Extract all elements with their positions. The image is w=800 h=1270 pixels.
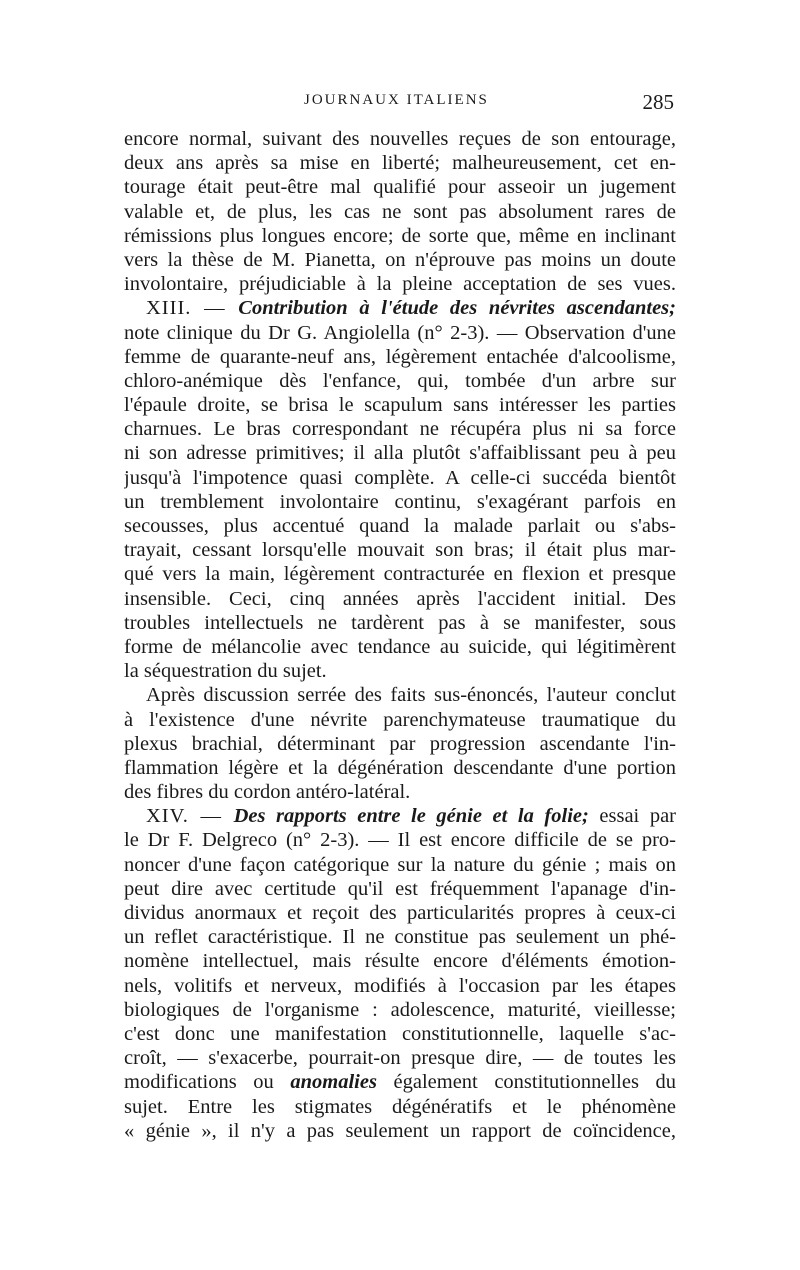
text-line: « génie », il n'y a pas seulement un rapport de coïncidence, xyxy=(124,1119,676,1142)
text-line: involontaire, préjudiciable à la pleine acceptation de ses vues. xyxy=(124,273,676,296)
text-line: note clinique du Dr G. Angiolella (n° 2-3). — Observation d'une xyxy=(124,321,676,344)
text-line: ni son adresse primitives; il alla plutôt s'affaiblissant peu à peu xyxy=(124,442,676,465)
text-line: jusqu'à l'impotence quasi complète. A celle-ci succéda bientôt xyxy=(124,466,676,489)
running-title: JOURNAUX ITALIENS xyxy=(304,92,489,108)
running-head xyxy=(124,90,674,114)
text-line: des fibres du cordon antéro-latéral. xyxy=(124,781,411,804)
text-line: tourage était peut-être mal qualifié pour asseoir un jugement xyxy=(124,176,676,199)
body-text xyxy=(124,127,676,1143)
text-line: Après discussion serrée des faits sus-énoncés, l'auteur conclut xyxy=(146,684,676,707)
text-line: un reflet caractéristique. Il ne constitue pas seulement un phé- xyxy=(124,926,676,949)
text-line: l'épaule droite, se brisa le scapulum sans intéresser les parties xyxy=(124,394,676,417)
emphasized-word: anomalies xyxy=(290,1071,377,1094)
text-line: vers la thèse de M. Pianetta, on n'éprouve pas moins un doute xyxy=(124,248,676,271)
text-line: flammation légère et la dégénération descendante d'une portion xyxy=(124,756,676,779)
text-line: femme de quarante-neuf ans, légèrement entachée d'alcoolisme, xyxy=(124,345,676,368)
section-number: XIII. — xyxy=(146,297,239,320)
text-line: le Dr F. Delgreco (n° 2-3). — Il est encore difficile de se pro- xyxy=(124,829,676,852)
text-line: noncer d'une façon catégorique sur la nature du génie ; mais on xyxy=(124,853,676,876)
text-line: chloro-anémique dès l'enfance, qui, tombée d'un arbre sur xyxy=(124,369,676,392)
text-line: nomène intellectuel, mais résulte encore d'éléments émotion- xyxy=(124,950,676,973)
section-heading-xiii xyxy=(124,296,676,320)
section-number: XIV. — xyxy=(146,805,234,828)
text-line: croît, — s'exacerbe, pourrait-on presque dire, — de toutes les xyxy=(124,1047,676,1070)
text-line: c'est donc une manifestation constitutionnelle, laquelle s'ac- xyxy=(124,1022,676,1045)
text-line: nels, volitifs et nerveux, modifiés à l'occasion par les étapes xyxy=(124,974,676,997)
text-line: sujet. Entre les stigmates dégénératifs et le phénomène xyxy=(124,1095,676,1118)
text-line: trayait, cessant lorsqu'elle mouvait son bras; il était plus mar- xyxy=(124,539,676,562)
text-line: plexus brachial, déterminant par progression ascendante l'in- xyxy=(124,732,676,755)
text-line: un tremblement involontaire continu, s'exagérant parfois en xyxy=(124,490,676,513)
text-line: à l'existence d'une névrite parenchymateuse traumatique du xyxy=(124,708,676,731)
text-line: rémissions plus longues encore; de sorte que, même en inclinant xyxy=(124,224,676,247)
text-line: forme de mélancolie avec tendance au suicide, qui légitimèrent xyxy=(124,635,676,658)
line-start: modifications ou xyxy=(124,1071,291,1094)
text-line: encore normal, suivant des nouvelles reçues de son entourage, xyxy=(124,128,676,150)
emphasis-line xyxy=(124,1070,676,1094)
section-heading-xiv xyxy=(124,804,676,828)
text-line: biologiques de l'organisme : adolescence, maturité, vieillesse; xyxy=(124,998,676,1021)
text-line: charnues. Le bras correspondant ne récupéra plus ni sa force xyxy=(124,418,676,441)
section-title: Contribution à l'étude des névrites ascendantes; xyxy=(238,297,676,320)
text-line: insensible. Ceci, cinq années après l'accident initial. Des xyxy=(124,587,676,610)
text-line: peut dire avec certitude qu'il est fréquemment l'apanage d'in- xyxy=(124,877,676,900)
text-line: deux ans après sa mise en liberté; malheureusement, cet en- xyxy=(124,152,676,175)
section-tail: essai par xyxy=(588,805,676,828)
line-end: également constitutionnelles du xyxy=(376,1071,676,1094)
section-title: Des rapports entre le génie et la folie; xyxy=(233,805,589,828)
text-line: qué vers la main, légèrement contracturée en flexion et presque xyxy=(124,563,676,586)
text-line: troubles intellectuels ne tardèrent pas à se manifester, sous xyxy=(124,611,676,634)
text-line: la séquestration du sujet. xyxy=(124,660,327,683)
text-line: secousses, plus accentué quand la malade parlait ou s'abs- xyxy=(124,515,676,537)
page-number: 285 xyxy=(642,90,674,114)
text-line: valable et, de plus, les cas ne sont pas absolument rares de xyxy=(124,200,676,223)
text-line: dividus anormaux et reçoit des particularités propres à ceux-ci xyxy=(124,902,676,924)
